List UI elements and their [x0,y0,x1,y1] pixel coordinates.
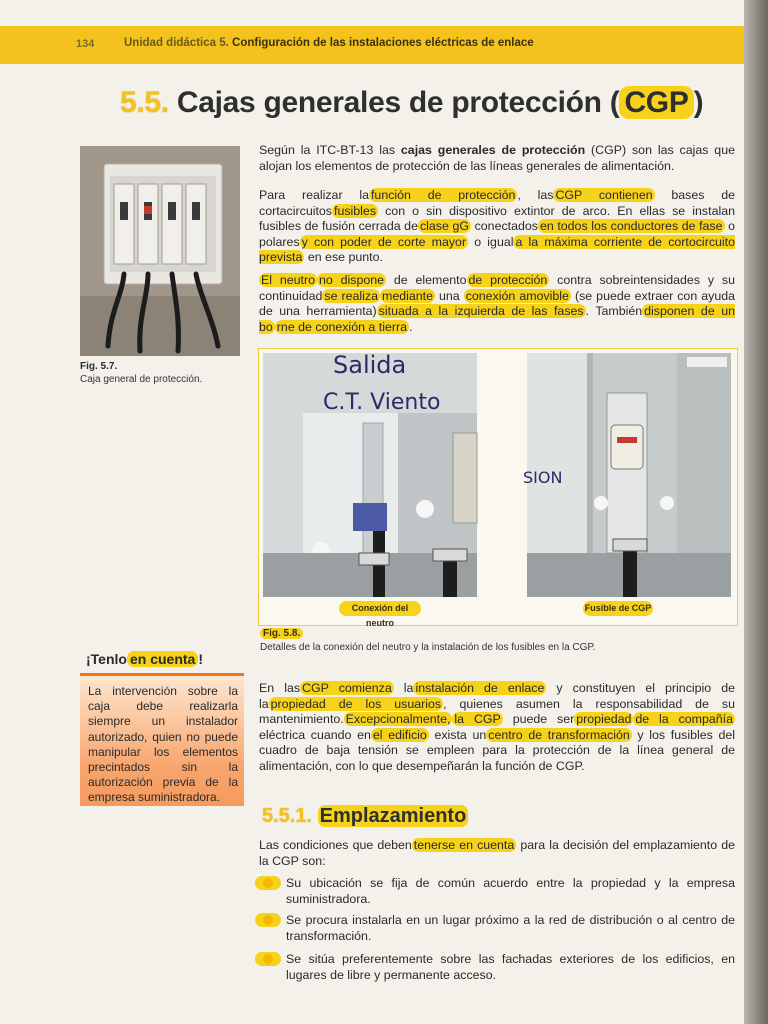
p4-highlight: instalación de enlace [415,681,545,695]
fig58-caption: Detalles de la conexión del neutro y la instalación de los fusibles en la CGP. [260,642,596,653]
bullet-icon [255,876,281,890]
tenlo-title-a: ¡Tenlo [86,651,127,667]
tag-neutral-connection: Conexión del neutro [339,601,421,616]
p2-text: bases de cortacircuitos [259,188,735,218]
fig57-caption [80,360,202,386]
p3-highlight: disponen de un bo [259,304,735,334]
p4-highlight: la CGP [454,712,501,726]
p4-text: , quienes asumen la responsabilidad de su mantenimiento. [259,696,735,726]
p4-text: exista un [428,727,487,742]
section-title-acronym: CGP [619,86,693,119]
p4-text: y los fusibles del cuadro de baja tensión se empleen para la protección de la línea general de alimentación, con lo que desempeñarán la función de CGP. [259,727,735,773]
running-header [0,26,752,64]
unit-label: Unidad didáctica 5. [124,37,229,49]
p2-highlight: a la máxima corriente de cortocircuito prevista [259,234,735,264]
unit-title: Configuración de las instalaciones eléctricas de enlace [232,37,534,49]
p4-highlight: propiedad [576,712,632,726]
cgp-box-illustration [80,146,240,356]
p2-text: o polares [259,219,735,249]
p3-text: de elemento [386,273,467,287]
list-item-text: Se procura instalarla en un lugar próximo a la red de distribución o al centro de transformación. [286,913,735,943]
p2-text: en ese punto. [304,250,383,264]
fig57-text: Caja general de protección. [80,374,203,385]
p4-text: y constituyen el principio de la [259,681,735,711]
handwriting-ct: C.T. Viento [323,390,441,415]
neutral-connection-photo [263,353,477,597]
list-item [255,913,735,944]
bullet-icon [255,952,281,966]
tag-cgp-fuse: Fusible de CGP [583,601,653,616]
book-gutter-shadow [744,0,768,1024]
p3-highlight: de protección [468,273,548,287]
p2-highlight: función de protección [370,188,516,202]
list-item [255,876,735,907]
section-title [120,86,703,120]
cgp-box-photo [80,146,240,356]
fig58-box [258,348,738,626]
p2-text: o igual [468,234,514,249]
p1-bold: cajas generales de protección [400,143,586,157]
list-item [255,952,735,983]
p4-highlight: centro de transformación [488,727,630,742]
p3-highlight: situada a la izquierda de las fases [378,304,584,318]
tenlo-title-c: ! [198,651,203,667]
page-number: 134 [76,38,95,50]
p5-text: para la decisión del emplazamiento de la CGP son: [259,838,736,868]
p5-text: Las condiciones que deben [259,838,412,852]
fig58-label: Fig. 5.8. [260,628,303,639]
running-header-text [124,37,534,49]
list-item-text: Se sitúa preferentemente sobre las fachadas exteriores de los edificios, en lugares de libre y permanente acceso. [286,952,735,982]
p3-text: (se puede extraer con ayuda de una herramienta) [259,288,735,318]
p2-text: conectados [471,219,538,233]
handwriting-sion: SION [523,468,563,487]
tenlo-note-text: La intervención sobre la caja debe realizarla siempre un instalador autorizado, quien no puede manipular los elementos precintados sin la autorización previa de la empresa suministradora. [88,684,238,805]
section-title-close: ) [693,86,704,119]
cgp-fuse-photo [523,353,731,597]
section-number: 5.5. [120,86,169,119]
p3-text: . [408,319,413,334]
p2-highlight: y con poder de corte mayor [301,234,467,249]
p4-highlight: de la compañía [635,712,734,726]
paragraph-intro [259,143,735,174]
paragraph-protection [259,188,735,266]
cgp-fuse-illustration [523,353,731,597]
tenlo-title [86,651,203,667]
p4-text: puede ser [502,712,575,726]
p2-highlight: clase gG [419,219,470,233]
neutral-connection-illustration [263,353,477,597]
p4-highlight: Excepcionalmente, [345,712,451,726]
p1-text: Según la ITC-BT-13 las [259,143,401,157]
p2-text: con o sin dispositivo extintor de arco. En ellas se instalan fusibles de fusión cerrada de [259,203,735,233]
p2-text: Para realizar la [259,188,369,202]
p4-highlight: el edificio [372,727,427,742]
subsection-title-text: Emplazamiento [319,805,467,827]
paragraph-neutral [259,273,735,335]
p3-highlight: no dispone [319,273,385,287]
tenlo-title-highlight: en cuenta [127,651,198,667]
p3-highlight: rne de conexión a tierra [276,319,407,334]
section-title-text: Cajas generales de protección ( [176,86,620,119]
subsection-title [262,805,468,828]
p1-text-end: (CGP) son las cajas que alojan los elementos de protección de las líneas generales de alimentación. [259,143,735,173]
bullet-icon [255,913,281,927]
p3-highlight: mediante [382,288,433,303]
p3-highlight: conexión amovible [465,288,569,303]
list-item-text: Su ubicación se fija de común acuerdo entre la propiedad y la empresa suministradora. [286,876,735,906]
p4-text: eléctrica cuando en [259,727,371,742]
paragraph-ownership [259,681,735,774]
p2-highlight: en todos los conductores de fase [539,219,723,233]
p3-highlight: se realiza [324,288,378,303]
p4-text: la [393,681,414,695]
p4-text: En las [259,681,301,695]
p5-highlight: tenerse en cuenta [413,838,515,852]
p4-highlight: CGP comienza [302,681,392,695]
fig57-label: Fig. 5.7. [80,361,118,372]
p3-text: . También [585,304,643,318]
p3-text: contra sobreintensidades y su continuidad [259,273,735,303]
handwriting-salida: Salida [333,351,407,379]
paragraph-conditions [259,838,735,869]
p2-text: , las [517,188,554,202]
subsection-number: 5.5.1. [262,805,313,827]
p4-highlight: propiedad de los usuarios [270,696,442,711]
p3-text: una [434,288,464,303]
p2-highlight: fusibles [334,203,377,218]
p2-highlight: CGP contienen [555,188,653,202]
p3-highlight: El neutro [261,273,315,287]
